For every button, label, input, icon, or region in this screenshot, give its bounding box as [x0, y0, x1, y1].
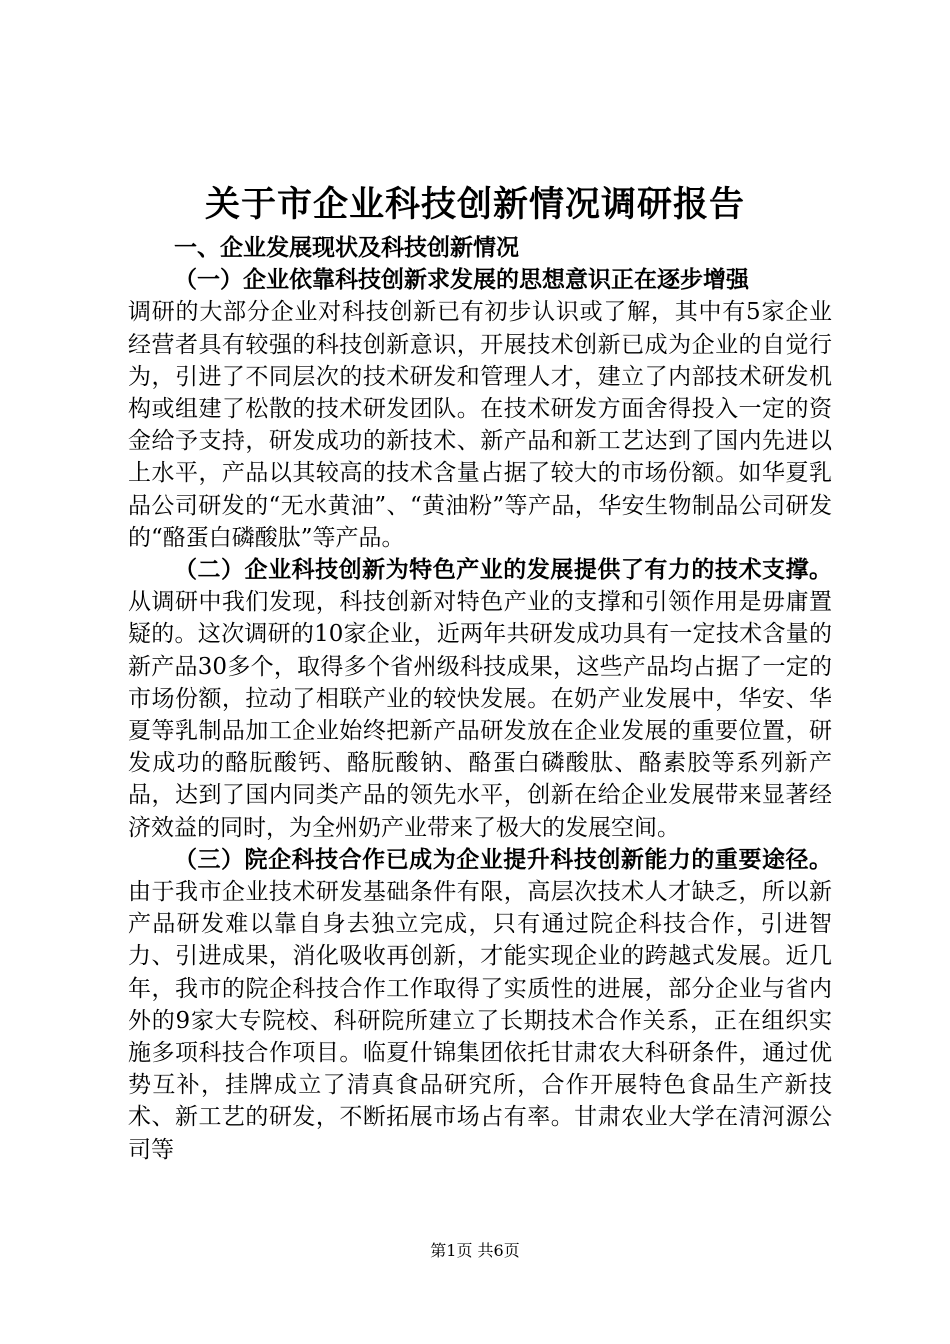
document-title: 关于市企业科技创新情况调研报告 [204, 184, 745, 225]
paragraph-3-text: 由于我市企业技术研发基础条件有限，高层次技术人才缺乏，所以新产品研发难以靠自身去独立完成，只有通过院企科技合作，引进智力、引进成果，消化吸收再创新，才能实现企业的跨越式发展。近几年，我市的院企科技合作工作取得了实质性的进展，部分企业与省内外的9家大专院校、科研院所建立了长期技术合作关系，正在组织实施多项科技合作项目。临夏什锦集团依托甘肃农大科研条件，通过优势互补，挂牌成立了清真食品研究所，合作开展特色食品生产新技术、新工艺的研发，不断拓展市场占有率。甘肃农业大学在清河源公司等 [128, 879, 832, 1163]
paragraph-2-text: 从调研中我们发现，科技创新对特色产业的支撑和引领作用是毋庸置疑的。这次调研的10家企业，近两年共研发成功具有一定技术含量的新产品30多个，取得多个省州级科技成果，这些产品均占据了一定的市场份额，拉动了相联产业的较快发展。在奶产业发展中，华安、华夏等乳制品加工企业始终把新产品研发放在企业发展的重要位置，研发成功的酪朊酸钙、酪朊酸钠、酪蛋白磷酸肽、酪素胶等系列新产品，达到了国内同类产品的领先水平，创新在给企业发展带来显著经济效益的同时，为全州奶产业带来了极大的发展空间。 [128, 589, 832, 841]
subsection-heading-2: （二）企业科技创新为特色产业的发展提供了有力的技术支撑。 [174, 556, 832, 584]
paragraph-1-text: 调研的大部分企业对科技创新已有初步认识或了解，其中有5家企业经营者具有较强的科技创新意识，开展技术创新已成为企业的自觉行为，引进了不同层次的技术研发和管理人才，建立了内部技术研发机构或组建了松散的技术研发团队。在技术研发方面舍得投入一定的资金给予支持，研发成功的新技术、新产品和新工艺达到了国内先进以上水平，产品以其较高的技术含量占据了较大的市场份额。如华夏乳品公司研发的“无水黄油”、“黄油粉”等产品，华安生物制品公司研发的“酪蛋白磷酸肽”等产品。 [128, 299, 832, 551]
document-body [128, 232, 832, 1166]
page-number-footer: 第1页 共6页 [430, 1241, 520, 1260]
subsection-heading-3: （三）院企科技合作已成为企业提升科技创新能力的重要途径。 [174, 845, 832, 873]
paragraph-2 [128, 554, 832, 844]
section-heading: 一、企业发展现状及科技创新情况 [174, 234, 519, 261]
paragraph-3 [128, 844, 832, 1166]
subsection-heading-1: （一）企业依靠科技创新求发展的思想意识正在逐步增强 [174, 266, 749, 294]
